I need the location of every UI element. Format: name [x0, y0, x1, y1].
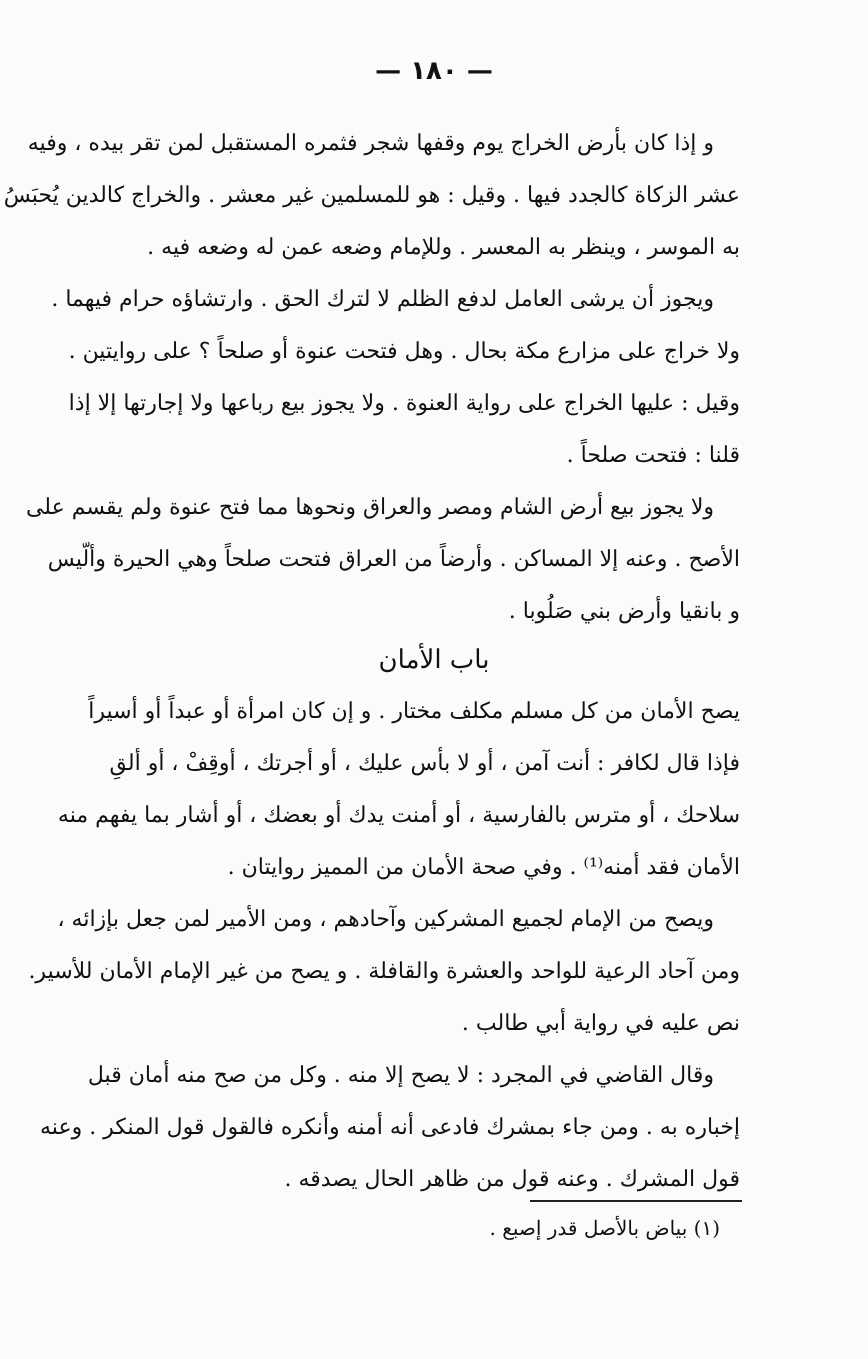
- text-line: و إذا كان بأرض الخراج يوم وقفها شجر فثمره المستقبل لمن تقر بيده ، وفيه: [27, 131, 714, 156]
- text-line: قلنا : فتحت صلحاً .: [566, 443, 740, 468]
- text-line: وقيل : عليها الخراج على رواية العنوة . ولا يجوز بيع رباعها ولا إجارتها إلا إذا: [68, 391, 740, 416]
- section-heading: باب الأمان: [378, 645, 490, 675]
- text-line: و بانقيا وأرض بني صَلُوبا .: [508, 599, 740, 624]
- page-number: — ١٨٠ —: [375, 56, 493, 86]
- text-line: به الموسر ، وينظر به المعسر . وللإمام وضعه عمن له وضعه فيه .: [147, 235, 740, 260]
- text-line: إخباره به . ومن جاء بمشرك فادعى أنه أمنه وأنكره فالقول قول المنكر . وعنه: [40, 1115, 740, 1140]
- text-line: وقال القاضي في المجرد : لا يصح إلا منه . وكل من صح منه أمان قبل: [87, 1063, 714, 1088]
- text-line: ولا يجوز بيع أرض الشام ومصر والعراق ونحوها مما فتح عنوة ولم يقسم على: [25, 495, 714, 520]
- text-line: قول المشرك . وعنه قول من ظاهر الحال يصدقه .: [284, 1167, 740, 1192]
- text-line: الأمان فقد أمنه⁽¹⁾ . وفي صحة الأمان من المميز روايتان .: [227, 855, 740, 880]
- body-text-lower: [28, 686, 740, 1206]
- text-line: ومن آحاد الرعية للواحد والعشرة والقافلة . و يصح من غير الإمام الأمان للأسير.: [28, 959, 740, 984]
- text-line: ويجوز أن يرشى العامل لدفع الظلم لا لترك الحق . وارتشاؤه حرام فيهما .: [51, 287, 714, 312]
- text-line: ويصح من الإمام لجميع المشركين وآحادهم ، ومن الأمير لمن جعل بإزائه ،: [57, 907, 714, 932]
- text-line: سلاحك ، أو مترس بالفارسية ، أو أمنت يدك أو بعضك ، أو أشار بما يفهم منه: [57, 803, 740, 828]
- text-line: نص عليه في رواية أبي طالب .: [461, 1011, 740, 1036]
- body-text-upper: [3, 118, 740, 638]
- text-line: يصح الأمان من كل مسلم مكلف مختار . و إن كان امرأة أو عبداً أو أسيراً: [88, 699, 740, 724]
- footnote: (١) بياض بالأصل قدر إصبع .: [489, 1216, 720, 1240]
- text-line: الأصح . وعنه إلا المساكن . وأرضاً من العراق فتحت صلحاً وهي الحيرة وألّيس: [47, 547, 740, 572]
- text-line: عشر الزكاة كالجدد فيها . وقيل : هو للمسلمين غير معشر . والخراج كالدين يُحبَسُ: [3, 183, 740, 208]
- text-line: فإذا قال لكافر : أنت آمن ، أو لا بأس عليك ، أو أجرتك ، أوقِفْ ، أو ألقِ: [109, 751, 740, 776]
- text-line: ولا خراج على مزارع مكة بحال . وهل فتحت عنوة أو صلحاً ؟ على روايتين .: [68, 339, 740, 364]
- footnote-divider: [530, 1200, 742, 1202]
